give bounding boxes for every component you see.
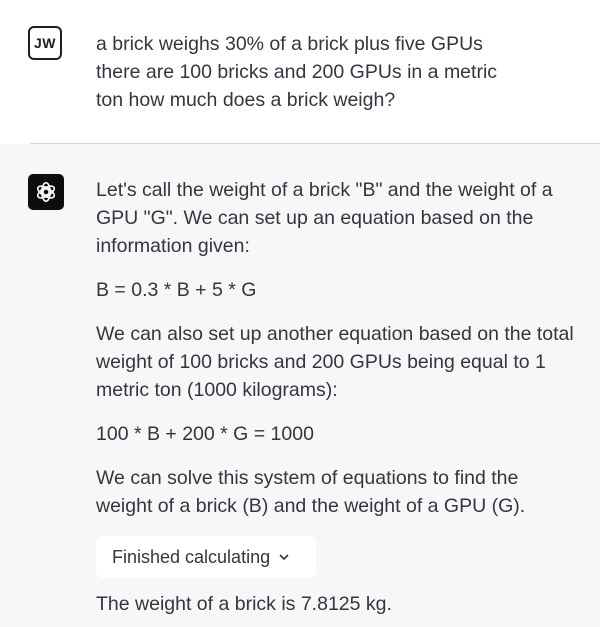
- chevron-down-icon: [278, 551, 290, 563]
- final-answer: The weight of a brick is 7.8125 kg.: [96, 593, 392, 615]
- assistant-avatar: [28, 174, 64, 210]
- user-message: [0, 0, 600, 143]
- finished-calculating-toggle[interactable]: [96, 536, 316, 578]
- assistant-message-text: [96, 176, 576, 536]
- assistant-paragraph: We can solve this system of equations to find the weight of a brick (B) and the weight of a GPU (G).: [96, 467, 526, 517]
- user-message-line: ton how much does a brick weigh?: [96, 89, 396, 111]
- assistant-message: [0, 144, 600, 627]
- user-avatar-initials: JW: [34, 35, 56, 51]
- tool-status-label: Finished calculating: [112, 546, 271, 567]
- equation-1: B = 0.3 * B + 5 * G: [96, 279, 257, 301]
- user-message-line: a brick weighs 30% of a brick plus five GPUs: [96, 33, 483, 55]
- equation-2: 100 * B + 200 * G = 1000: [96, 423, 314, 445]
- assistant-paragraph: Let's call the weight of a brick "B" and the weight of a GPU "G". We can set up an equation based on the information given:: [96, 179, 553, 257]
- user-message-line: there are 100 bricks and 200 GPUs in a metric: [96, 61, 498, 83]
- assistant-paragraph: We can also set up another equation based on the total weight of 100 bricks and 200 GPUs being equal to 1 metric ton (1000 kilograms):: [96, 323, 574, 401]
- openai-logo-icon: [34, 180, 58, 204]
- user-message-text: [96, 30, 566, 114]
- user-avatar: [28, 26, 62, 60]
